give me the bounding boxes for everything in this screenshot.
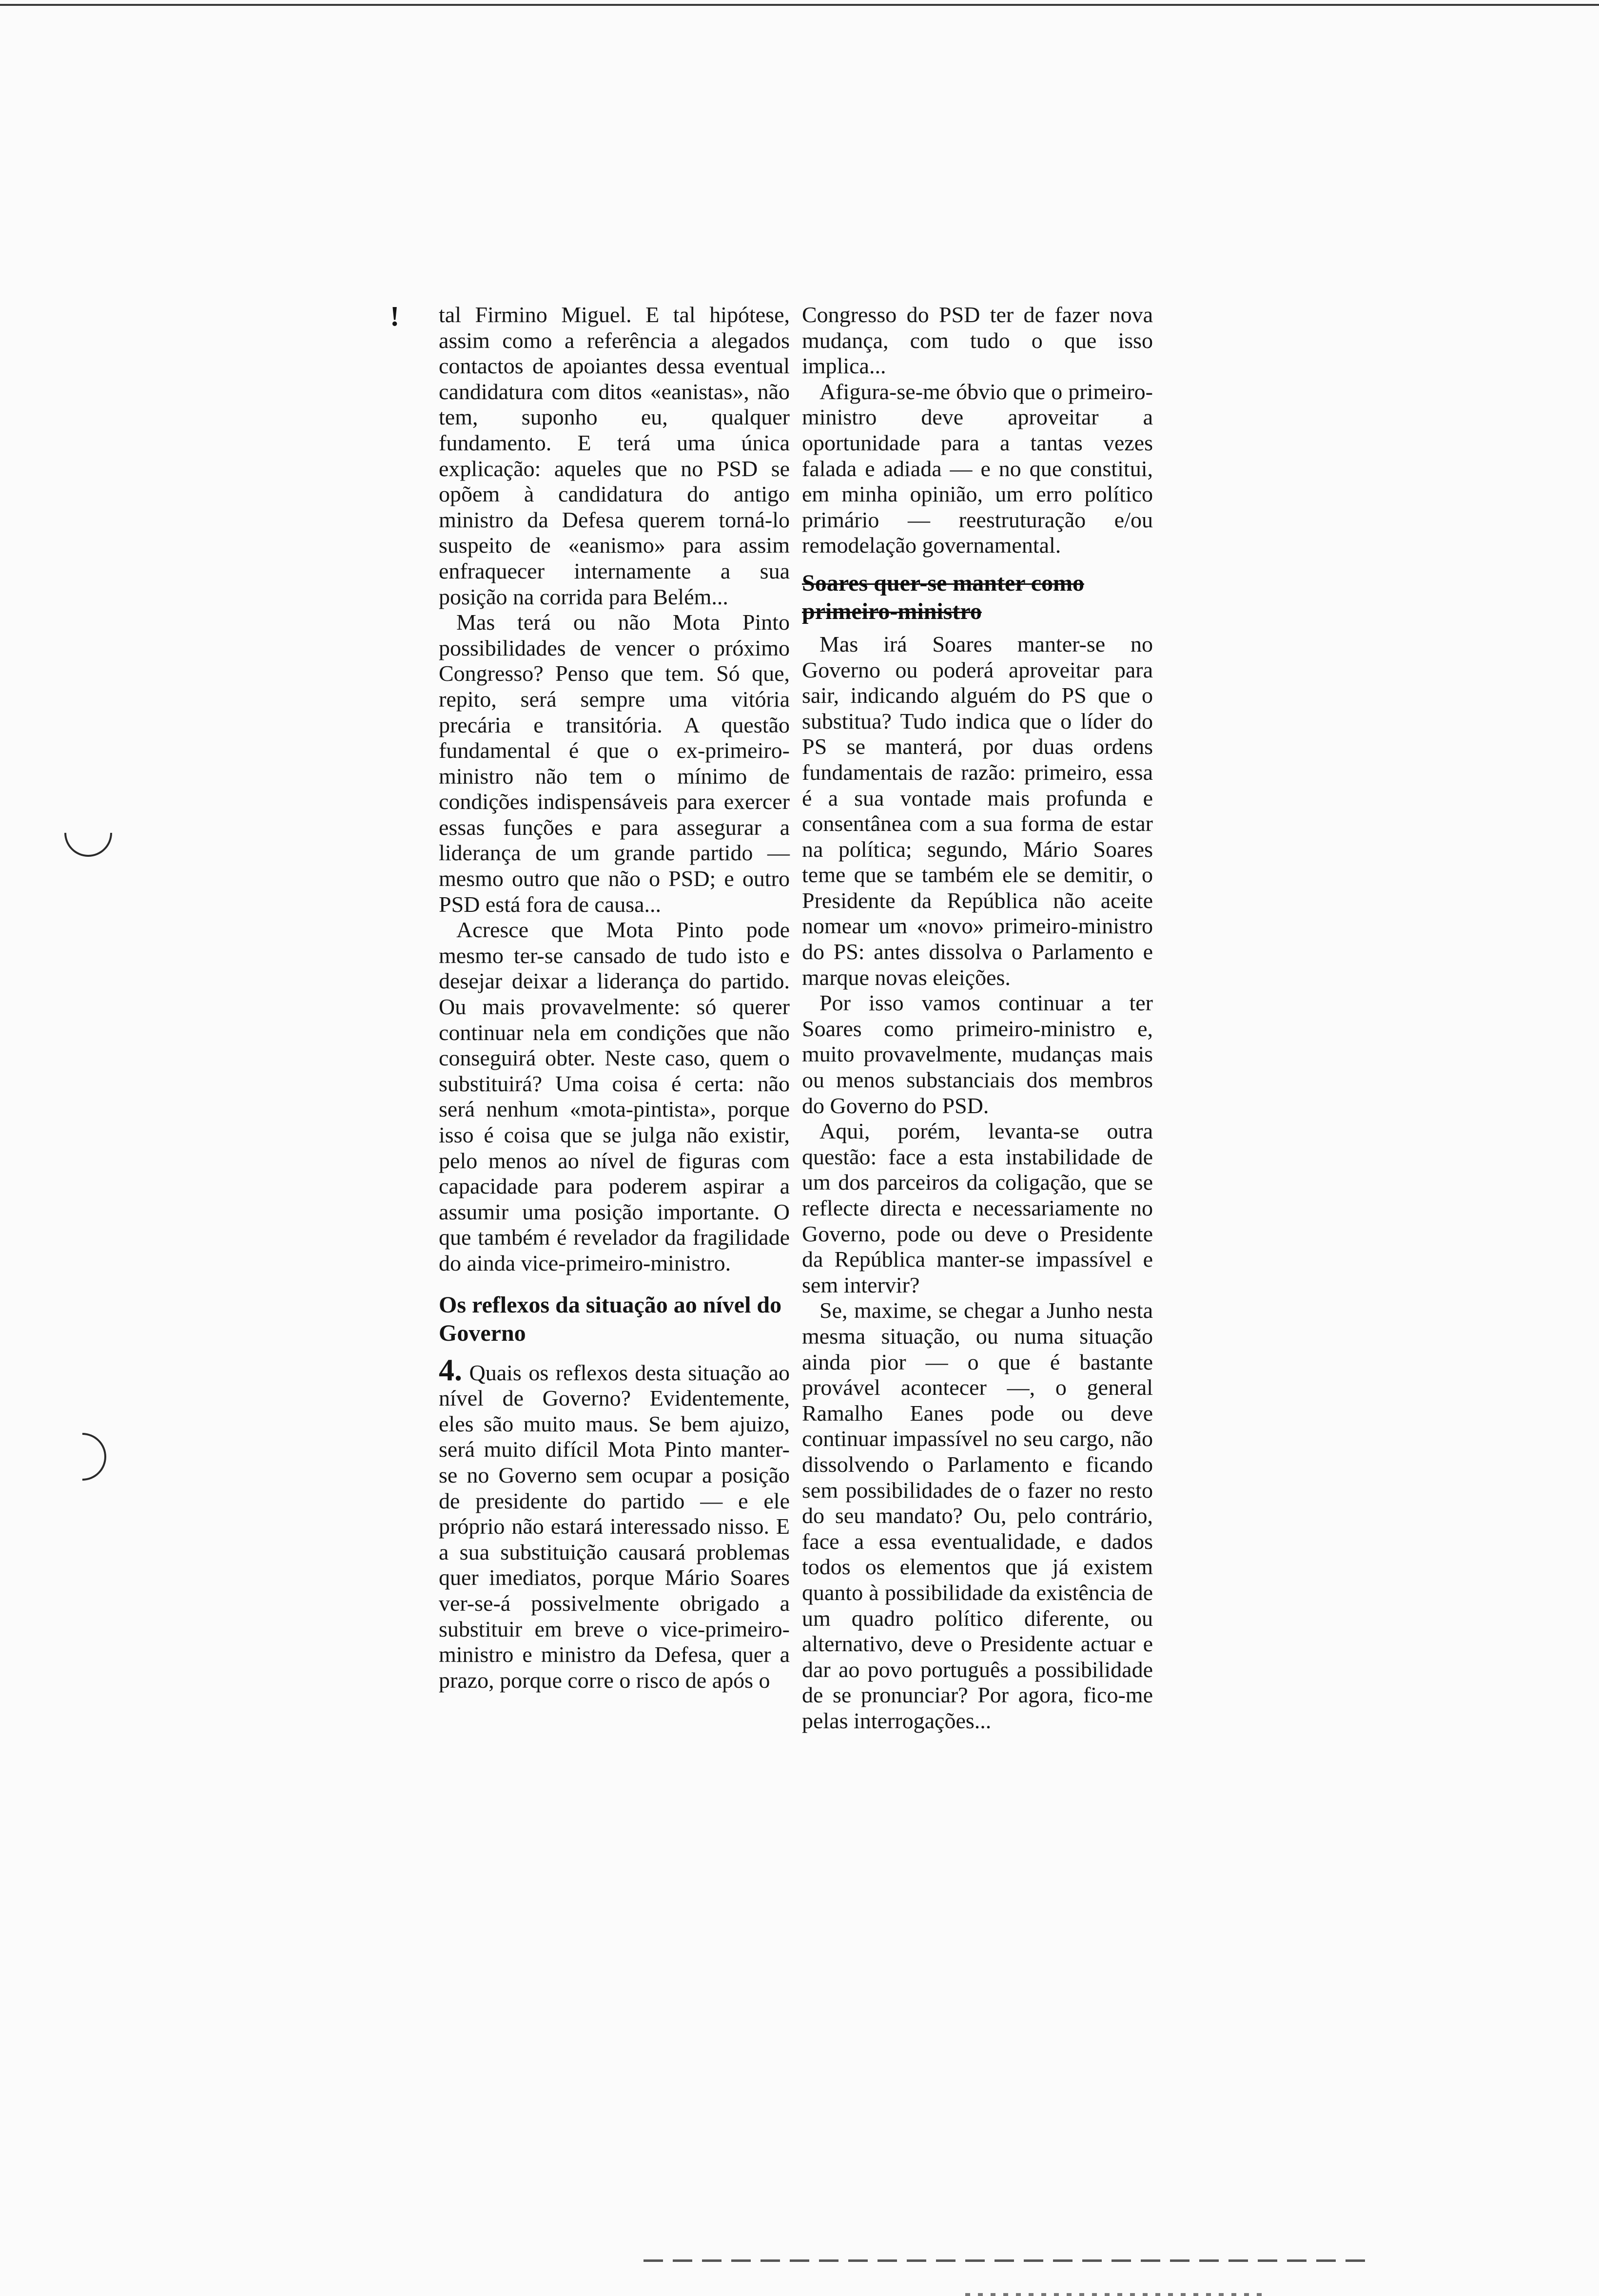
paragraph: Congresso do PSD ter de fazer nova mudança, com tudo o que isso implica...	[802, 302, 1153, 379]
margin-mark: !	[390, 300, 400, 332]
bottom-scan-border	[644, 2259, 1375, 2262]
section-number: 4.	[439, 1352, 462, 1387]
paragraph: Mas irá Soares manter-se no Governo ou poderá aproveitar para sair, indicando alguém do PS que o substitua? Tudo indica que o líder do PS se manterá, por duas ordens fundamentais de razão: primeiro, essa é a sua vontade mais profunda e consentânea com a sua forma de estar na política; segundo, Mário Soares teme que se também ele se demitir, o Presidente da República não aceite nomear um «novo» primeiro-ministro do PS: antes dissolva o Parlamento e marque novas eleições.	[802, 631, 1153, 990]
top-scan-border	[0, 4, 1599, 6]
article-column-right	[802, 302, 1153, 1734]
paragraph-numbered	[439, 1352, 790, 1694]
paragraph-text: Quais os reflexos desta situação ao nível de Governo? Evidentemente, eles são muito maus. Se bem ajuizo, será muito difícil Mota Pinto manter-se no Governo sem ocupar a posição de presidente do partido — e ele próprio não estará interessado nisso. E a sua substituição causará problemas quer imediatos, porque Mário Soares ver-se-á possivelmente obrigado a substituir em breve o vice-primeiro-ministro e ministro da Defesa, quer a prazo, porque corre o risco de após o	[439, 1360, 790, 1693]
punch-hole-mark	[55, 799, 122, 867]
section-subheading: Os reflexos da situação ao nível do Governo	[439, 1292, 782, 1346]
article-column-left	[439, 302, 790, 1693]
scan-noise	[965, 2293, 1268, 2296]
paragraph: tal Firmino Miguel. E tal hipótese, assim como a referência a alegados contactos de apoiantes dessa eventual candidatura com ditos «eanistas», não tem, suponho eu, qualquer fundamento. E terá uma única explicação: aqueles que no PSD se opõem à candidatura do antigo ministro da Defesa querem torná-lo suspeito de «eanismo» para assim enfraquecer internamente a sua posição na corrida para Belém...	[439, 302, 790, 609]
punch-hole-mark	[49, 1423, 117, 1491]
paragraph: Por isso vamos continuar a ter Soares como primeiro-ministro e, muito provavelmente, mudanças mais ou menos substanciais dos membros do Governo do PSD.	[802, 990, 1153, 1118]
paragraph: Acresce que Mota Pinto pode mesmo ter-se cansado de tudo isto e desejar deixar a liderança do partido. Ou mais provavelmente: só querer continuar nela em condições que não conseguirá obter. Neste caso, quem o substituirá? Uma coisa é certa: não será nenhum «mota-pintista», porque isso é coisa que se julga não existir, pelo menos ao nível de figuras com capacidade para poderem aspirar a assumir uma posição importante. O que também é revelador da fragilidade do ainda vice-primeiro-ministro.	[439, 917, 790, 1275]
section-subheading: Soares quer-se manter como primeiro-ministro	[802, 570, 1084, 624]
paragraph: Mas terá ou não Mota Pinto possibilidades de vencer o próximo Congresso? Penso que tem. Só que, repito, será sempre uma vitória precária e transitória. A questão fundamental é que o ex-primeiro-ministro não tem o mínimo de condições indispensáveis para exercer essas funções e para assegurar a liderança de um grande partido — mesmo outro que não o PSD; e outro PSD está fora de causa...	[439, 610, 790, 917]
paragraph: Se, maxime, se chegar a Junho nesta mesma situação, ou numa situação ainda pior — o que é bastante provável acontecer —, o general Ramalho Eanes pode ou deve continuar impassível no seu cargo, não dissolvendo o Parlamento e ficando sem possibilidades de o fazer no resto do seu mandato? Ou, pelo contrário, face a essa eventualidade, e dados todos os elementos que já existem quanto à possibilidade da existência de um quadro político diferente, ou alternativo, deve o Presidente actuar e dar ao povo português a possibilidade de se pronunciar? Por agora, fico-me pelas interrogações...	[802, 1298, 1153, 1733]
paragraph: Aqui, porém, levanta-se outra questão: face a esta instabilidade de um dos parceiros da coligação, que se reflecte directa e necessariamente no Governo, pode ou deve o Presidente da República manter-se impassível e sem intervir?	[802, 1119, 1153, 1297]
paragraph: Afigura-se-me óbvio que o primeiro-ministro deve aproveitar a oportunidade para a tantas vezes falada e adiada — e no que constitui, em minha opinião, um erro político primário — reestruturação e/ou remodelação governamental.	[802, 379, 1153, 558]
